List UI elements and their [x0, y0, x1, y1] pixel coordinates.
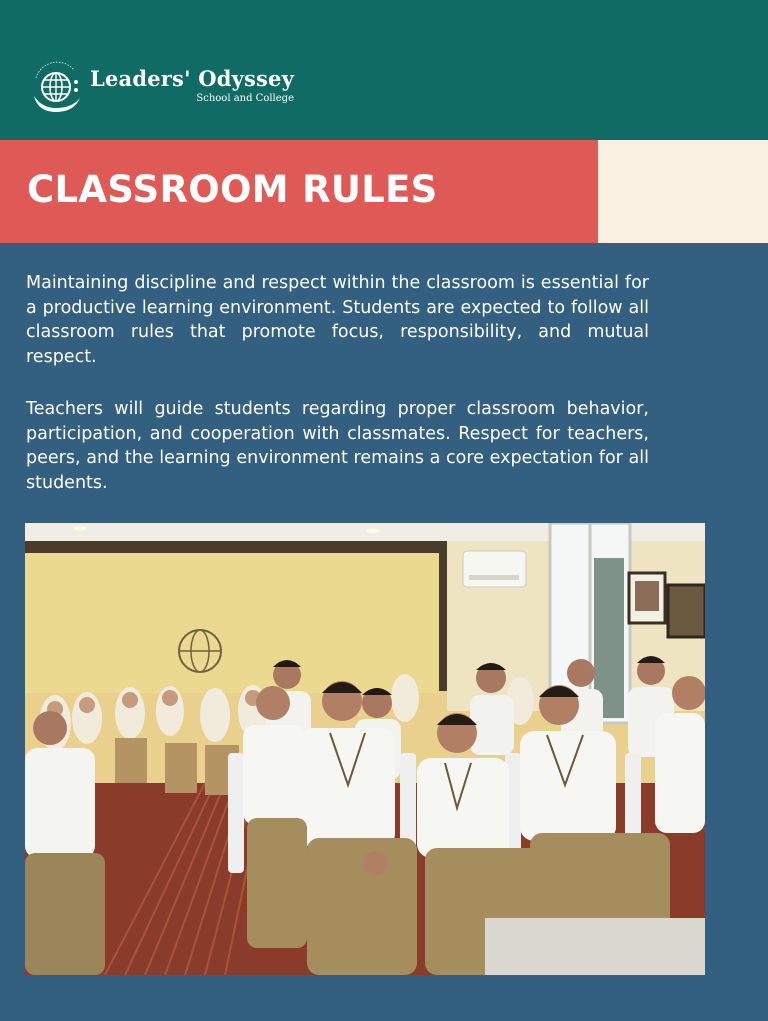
intro-paragraph: Maintaining discipline and respect within the classroom is essential for a productive learning environment. Students are expected to follow all classroom rules that promote focus, responsibility, and mutual respect. [26, 273, 649, 367]
school-logo[interactable] [26, 56, 294, 116]
classroom-photo [25, 523, 705, 975]
header-bar [0, 0, 768, 140]
school-subtitle: School and College [196, 93, 294, 104]
page-title: CLASSROOM RULES [27, 168, 438, 211]
title-side-panel [598, 140, 768, 243]
teachers-paragraph: Teachers will guide students regarding proper classroom behavior, participation, and cooperation with classmates. Respect for teachers, peers, and the learning environment remains a core expectation for all students. [26, 399, 649, 493]
globe-logo-icon [26, 56, 86, 116]
school-name: Leaders' Odyssey [90, 66, 294, 91]
